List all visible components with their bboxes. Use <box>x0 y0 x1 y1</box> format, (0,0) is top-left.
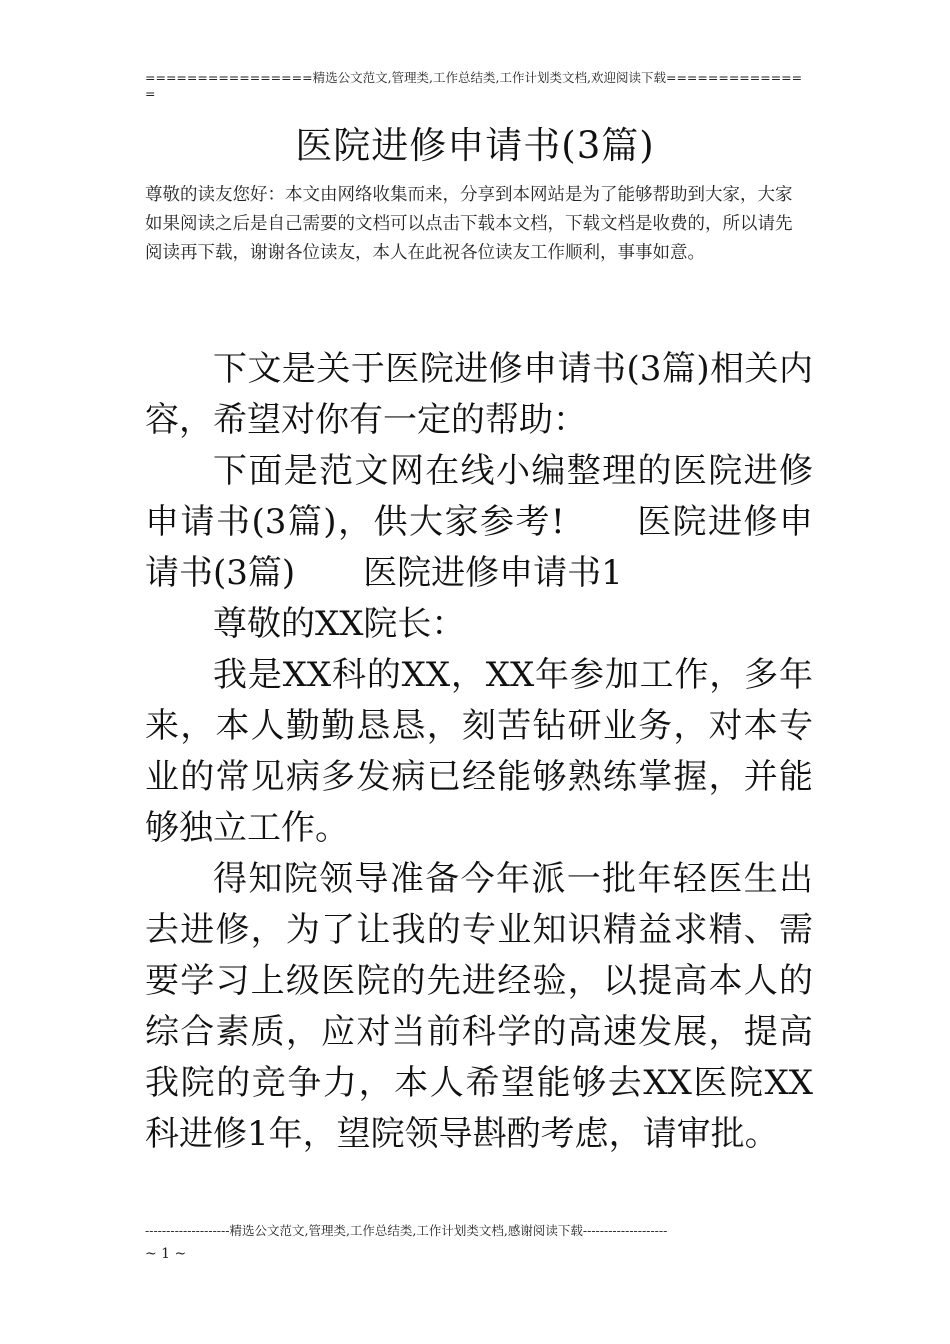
document-body <box>145 344 813 1160</box>
reader-notice: 尊敬的读友您好：本文由网络收集而来，分享到本网站是为了能够帮助到大家，大家如果阅读之后是自己需要的文档可以点击下载本文档，下载文档是收费的，所以请先阅读再下载，谢谢各位读友，本人在此祝各位读友工作顺利，事事如意。 <box>145 185 793 263</box>
body-paragraph: 得知院领导准备今年派一批年轻医生出去进修，为了让我的专业知识精益求精、需要学习上级医院的先进经验，以提高本人的综合素质，应对当前科学的高速发展，提高我院的竞争力，本人希望能够去XX医院XX科进修1年，望院领导斟酌考虑，请审批。 <box>145 859 813 1154</box>
header-banner-continuation: = <box>145 86 156 101</box>
header-banner: ================精选公文范文,管理类,工作总结类,工作计划类文档,欢迎阅读下载============= <box>145 70 803 85</box>
body-paragraph: 下面是范文网在线小编整理的医院进修申请书(3篇)，供大家参考! 医院进修申请书(3篇) 医院进修申请书1 <box>145 451 813 593</box>
body-paragraph: 下文是关于医院进修申请书(3篇)相关内容，希望对你有一定的帮助： <box>145 349 813 440</box>
document-title: 医院进修申请书(3篇) <box>295 124 655 167</box>
salutation: 尊敬的XX院长： <box>213 604 466 644</box>
body-paragraph: 我是XX科的XX，XX年参加工作，多年来，本人勤勤恳恳，刻苦钻研业务，对本专业的常见病多发病已经能够熟练掌握，并能够独立工作。 <box>145 655 813 848</box>
page-number: ~ 1 ~ <box>145 1246 187 1262</box>
footer-banner: --------------------精选公文范文,管理类,工作总结类,工作计划类文档,感谢阅读下载-------------------- <box>145 1223 668 1238</box>
